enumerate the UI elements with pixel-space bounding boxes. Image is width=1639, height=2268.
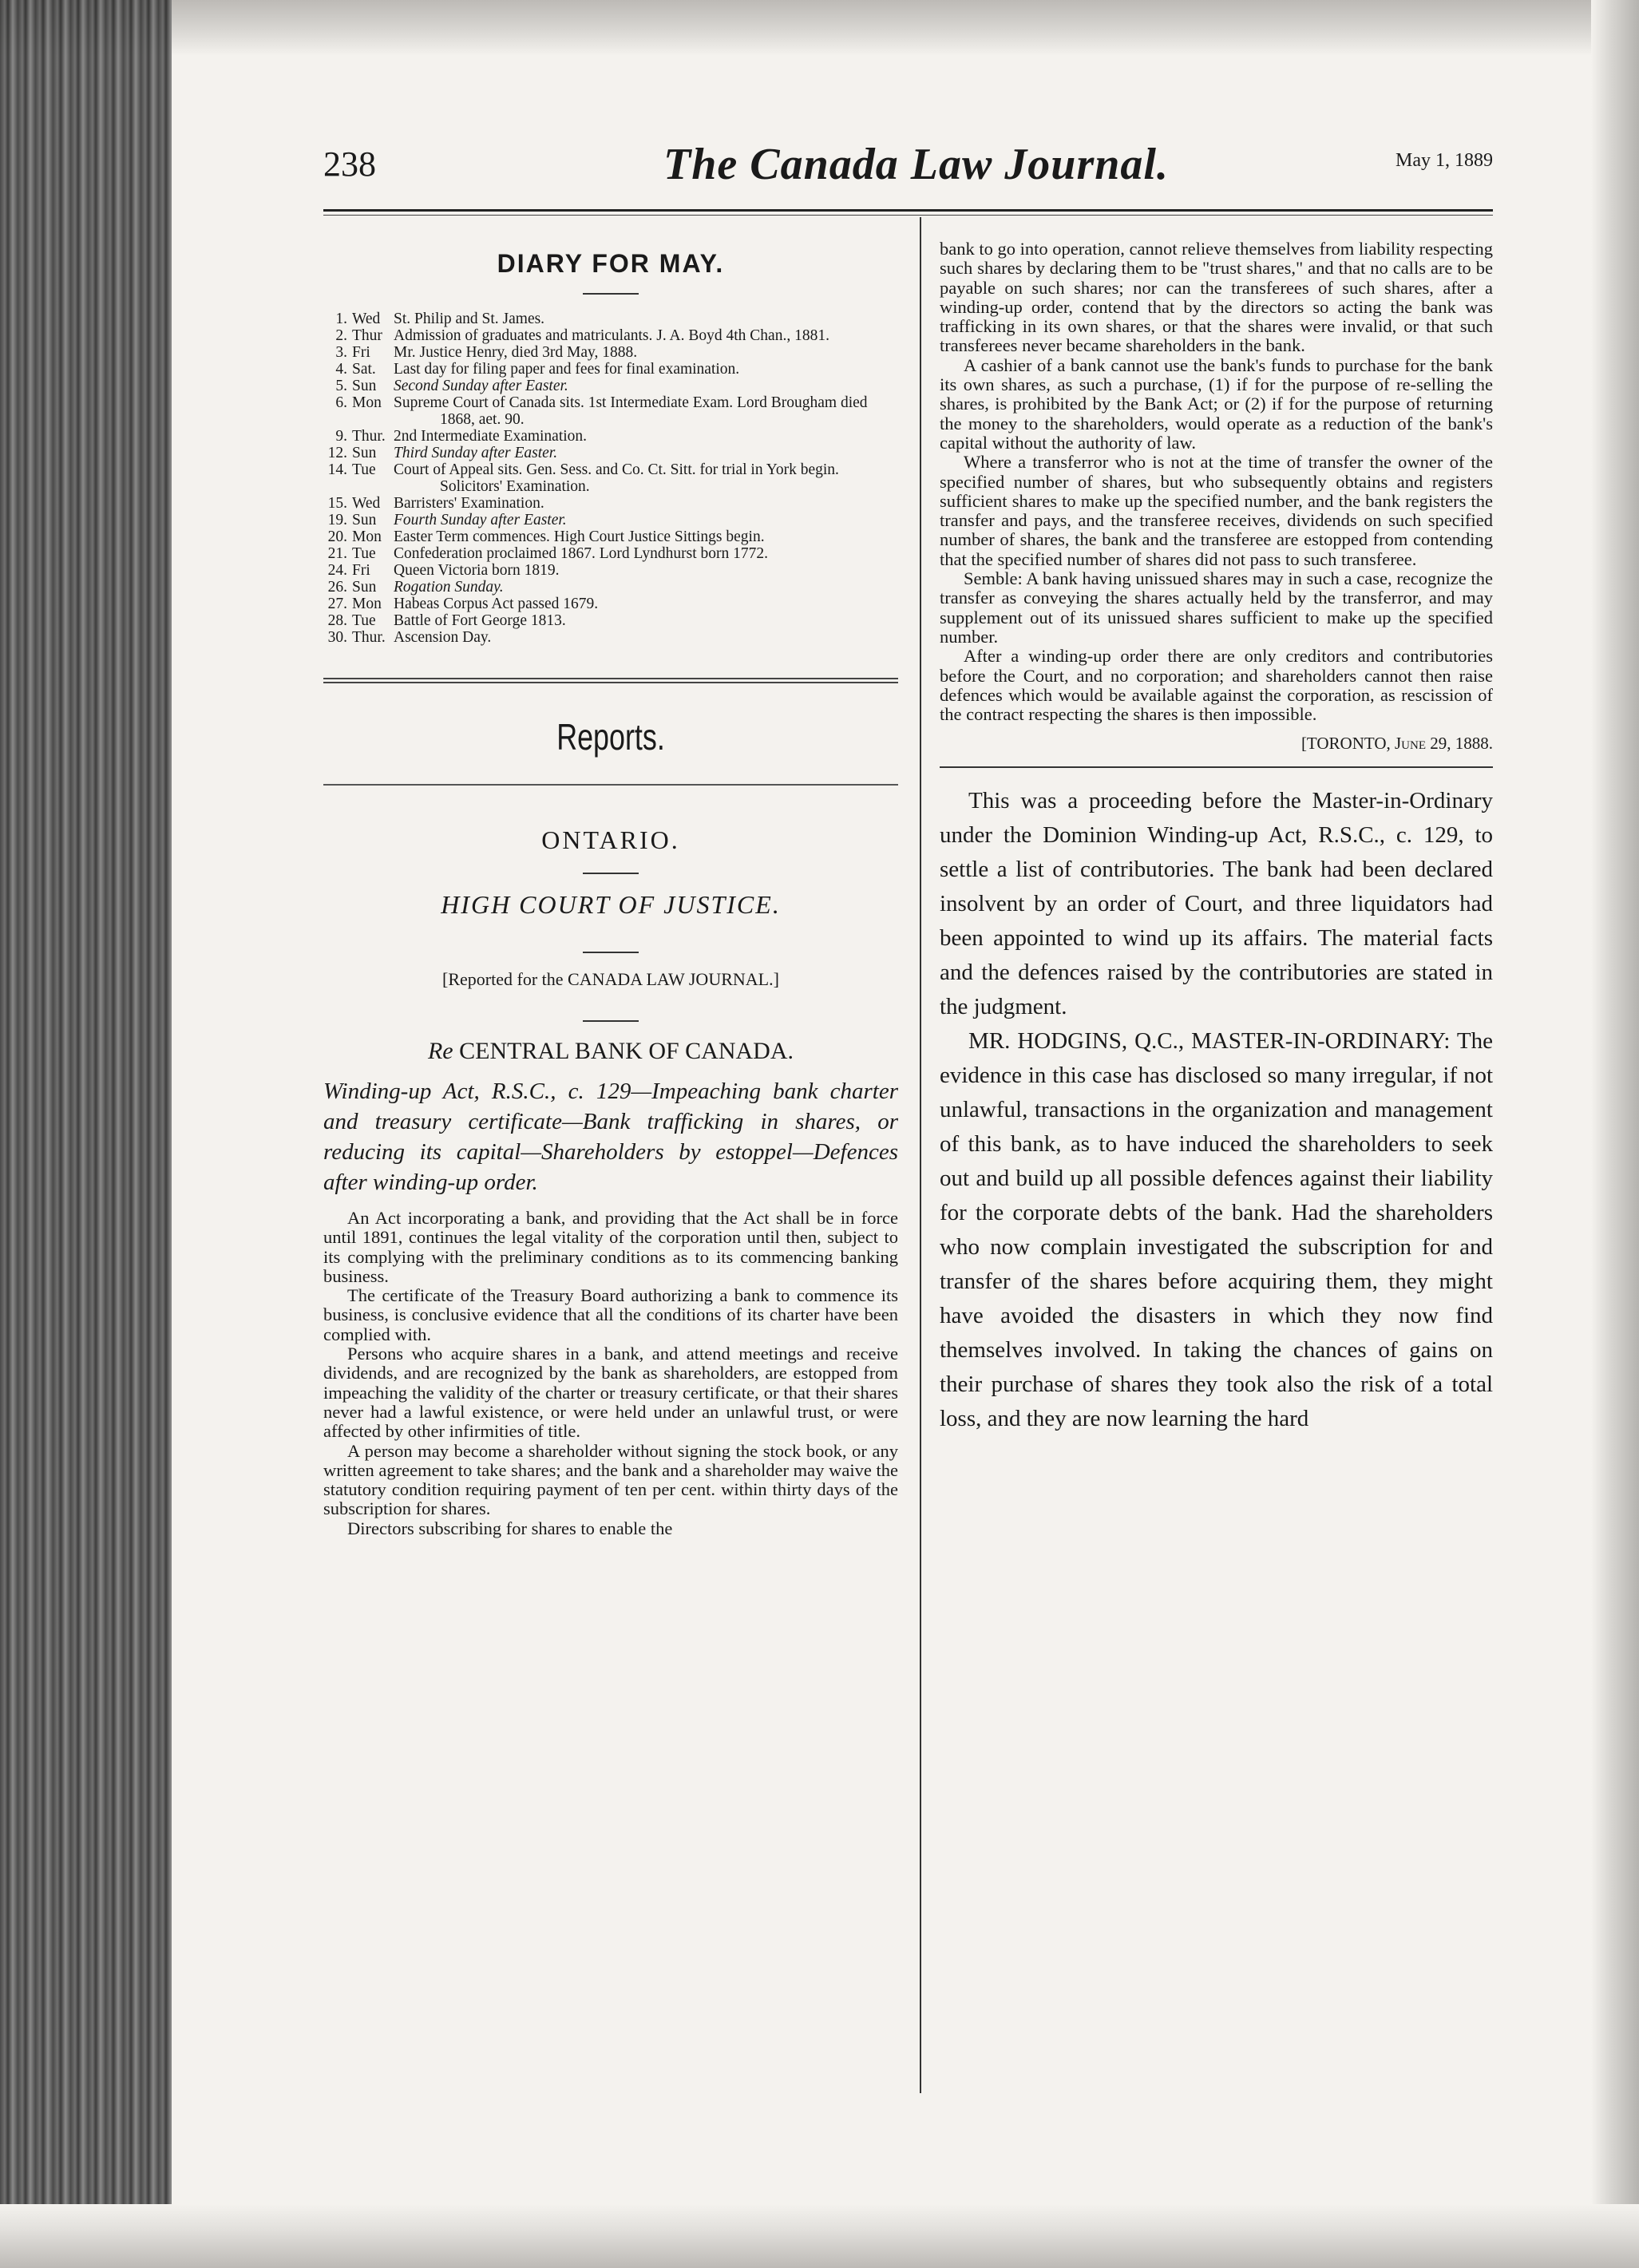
diary-weekday: Mon <box>352 528 382 545</box>
journal-page <box>180 0 1509 2268</box>
summary-paragraph: Semble: A bank having unissued shares may in such a case, recognize the transfer as conveying the shares actually held by the transferror, and may supplement out of its unissued shares sufficient to make up the specified number. <box>940 568 1493 647</box>
diary-date: 26. <box>327 579 347 596</box>
diary-list <box>323 311 898 646</box>
short-rule <box>583 952 639 953</box>
diary-entry <box>323 378 898 394</box>
court-heading: HIGH COURT OF JUSTICE. <box>441 890 781 919</box>
diary-entry <box>323 612 898 629</box>
diary-weekday: Sun <box>352 445 377 461</box>
reported-for-line: [Reported for the CANADA LAW JOURNAL.] <box>442 969 779 989</box>
diary-entry <box>323 327 898 344</box>
diary-entry <box>323 394 898 428</box>
scan-binding-edge <box>0 0 172 2268</box>
diary-date: 20. <box>327 528 347 545</box>
diary-event: Ascension Day. <box>394 629 492 646</box>
case-name: CENTRAL BANK OF CANADA. <box>459 1038 794 1064</box>
diary-weekday: Tue <box>352 612 376 629</box>
headnote-summary <box>323 1209 898 1538</box>
diary-event: Easter Term commences. High Court Justice Sittings begin. <box>394 528 765 545</box>
diary-event: Rogation Sunday. <box>394 579 504 596</box>
diary-date: 9. <box>335 428 347 445</box>
summary-paragraph: bank to go into operation, cannot relieve themselves from liability respecting such shares by declaring them to be "trust shares," and that no calls are to be payable on such shares; nor can the transferees of such shares, after a winding-up order, contend that by the directors so acting the bank was trafficking in its own shares, or that the shares were invalid, or that such transferees never became shareholders in the bank. <box>940 239 1493 356</box>
diary-date: 30. <box>327 629 347 646</box>
diary-weekday: Sat. <box>352 361 376 378</box>
diary-weekday: Tue <box>352 461 376 478</box>
diary-date: 1. <box>335 311 347 327</box>
diary-weekday: Sun <box>352 378 377 394</box>
summary-paragraph: The certificate of the Treasury Board authorizing a bank to commence its business, is conclusive evidence that all the conditions of its charter have been complied with. <box>323 1285 898 1344</box>
diary-event: Court of Appeal sits. Gen. Sess. and Co. Ct. Sitt. for trial in York begin. Solicitors' Examination. <box>394 461 839 495</box>
diary-event: 2nd Intermediate Examination. <box>394 428 588 445</box>
diary-event: Supreme Court of Canada sits. 1st Intermediate Exam. Lord Brougham died 1868, aet. 90. <box>394 394 868 428</box>
judgment-body <box>940 784 1493 1436</box>
diary-weekday: Mon <box>352 596 382 612</box>
diary-entry <box>323 545 898 562</box>
column-divider <box>920 217 921 2093</box>
diary-date: 28. <box>327 612 347 629</box>
journal-title: The Canada Law Journal. <box>663 140 1169 189</box>
summary-paragraph: An Act incorporating a bank, and providing that the Act shall be in force until 1891, continues the legal vitality of the corporation until then, subject to its complying with the preliminary conditions as to its commencing banking business. <box>323 1208 898 1286</box>
diary-date: 12. <box>327 445 347 461</box>
diary-event: Confederation proclaimed 1867. Lord Lyndhurst born 1772. <box>394 545 768 562</box>
diary-entry <box>323 579 898 596</box>
diary-date: 15. <box>327 495 347 512</box>
summary-paragraph: Directors subscribing for shares to enable the <box>347 1518 673 1538</box>
diary-date: 24. <box>327 562 347 579</box>
issue-date: May 1, 1889 <box>1396 150 1493 171</box>
reports-heading: Reports. <box>556 716 665 758</box>
diary-event: Habeas Corpus Act passed 1679. <box>394 596 599 612</box>
diary-event: Mr. Justice Henry, died 3rd May, 1888. <box>394 344 638 361</box>
diary-date: 3. <box>335 344 347 361</box>
diary-entry <box>323 461 898 495</box>
diary-entry <box>323 596 898 612</box>
diary-title: DIARY FOR MAY. <box>497 249 725 278</box>
diary-weekday: Sun <box>352 512 377 528</box>
diary-entry <box>323 311 898 327</box>
diary-weekday: Fri <box>352 562 370 579</box>
diary-date: 6. <box>335 394 347 411</box>
diary-event: Third Sunday after Easter. <box>394 445 558 461</box>
diary-entry <box>323 361 898 378</box>
diary-entry <box>323 344 898 361</box>
running-head <box>323 140 1509 192</box>
summary-paragraph: After a winding-up order there are only creditors and contributories before the Court, and no corporation; and shareholders cannot then raise defences which would be available against the corporation, as rescission of the contract respecting the shares is then impossible. <box>940 646 1493 725</box>
diary-weekday: Tue <box>352 545 376 562</box>
diary-weekday: Fri <box>352 344 370 361</box>
diary-date: 5. <box>335 378 347 394</box>
diary-weekday: Mon <box>352 394 382 411</box>
diary-entry <box>323 445 898 461</box>
diary-event: St. Philip and St. James. <box>394 311 545 327</box>
short-rule <box>583 873 639 874</box>
right-column <box>940 239 1493 1436</box>
diary-event: Queen Victoria born 1819. <box>394 562 560 579</box>
header-rule <box>323 209 1493 216</box>
diary-event: Fourth Sunday after Easter. <box>394 512 567 528</box>
summary-paragraph: Where a transferror who is not at the time of transfer the owner of the specified number of shares, but who subsequently obtains and registers sufficient shares to make up the specified number, and the bank registers the transfer and pays, and the transferee receives, dividends on such specified number of shares, the bank and the transferee are estopped from contending that the specified number of shares did not pass to such transferee. <box>940 452 1493 569</box>
diary-entry <box>323 629 898 646</box>
diary-event: Battle of Fort George 1813. <box>394 612 566 629</box>
diary-date: 27. <box>327 596 347 612</box>
case-headnote: Winding-up Act, R.S.C., c. 129—Impeaching bank charter and treasury certificate—Bank trafficking in shares, or reducing its capital—Shareholders by estoppel—Defences after winding-up order. <box>323 1079 898 1195</box>
body-rule <box>940 766 1493 768</box>
diary-weekday: Thur. <box>352 629 386 646</box>
diary-event: Second Sunday after Easter. <box>394 378 568 394</box>
page-number: 238 <box>323 144 376 184</box>
diary-event: Last day for filing paper and fees for final examination. <box>394 361 740 378</box>
diary-date: 19. <box>327 512 347 528</box>
diary-date: 14. <box>327 461 347 478</box>
body-paragraph: MR. HODGINS, Q.C., MASTER-IN-ORDINARY: The evidence in this case has disclosed so many irregular, if not unlawful, transactions in the organization and management of this bank, as to have induced the shareholders to seek out and build up all possible defences against their liability for the corporate debts of the bank. Had the shareholders who now complain investigated the subscription for and transfer of the shares before acquiring them, they might have avoided the disasters in which they now find themselves involved. In taking the chances of gains on their purchase of shares they took also the risk of a total loss, and they are now learning the hard <box>940 1028 1493 1432</box>
diary-date: 2. <box>335 327 347 344</box>
section-separator <box>323 678 898 683</box>
diary-weekday: Sun <box>352 579 377 596</box>
scan-shadow-right <box>1591 0 1639 2268</box>
diary-entry <box>323 495 898 512</box>
diary-weekday: Wed <box>352 495 381 512</box>
diary-event: Barristers' Examination. <box>394 495 544 512</box>
diary-entry <box>323 512 898 528</box>
summary-paragraph: A person may become a shareholder without signing the stock book, or any written agreement to take shares; and the bank and a shareholder may waive the statutory condition requiring payment of ten per cent. within thirty days of the subscription for shares. <box>323 1440 898 1519</box>
short-rule <box>583 293 639 295</box>
left-column <box>323 239 898 1538</box>
diary-entry <box>323 428 898 445</box>
diary-entry <box>323 528 898 545</box>
province-heading: ONTARIO. <box>541 825 680 854</box>
diary-weekday: Thur. <box>352 428 386 445</box>
diary-weekday: Thur <box>352 327 382 344</box>
body-paragraph: This was a proceeding before the Master-in-Ordinary under the Dominion Winding-up Act, R.S.C., c. 129, to settle a list of contributories. The bank had been declared insolvent by an order of Court, and three liquidators had been appointed to wind up its affairs. The material facts and the defences raised by the contributories are stated in the judgment. <box>940 788 1493 1020</box>
reports-rule <box>323 784 898 786</box>
short-rule <box>583 1020 639 1022</box>
case-title <box>323 1038 898 1065</box>
diary-event: Admission of graduates and matriculants. J. A. Boyd 4th Chan., 1881. <box>394 327 829 344</box>
summary-paragraph: A cashier of a bank cannot use the bank's funds to purchase for the bank its own shares, as such a purchase, (1) if for the purpose of re-selling the shares, is prohibited by the Bank Act; or (2) if for the purpose of returning the money to the shareholders, would operate as a reduction of the bank's capital without the authority of law. <box>940 354 1493 453</box>
diary-entry <box>323 562 898 579</box>
decision-date: [TORONTO, June 29, 1888. <box>1301 734 1493 754</box>
diary-date: 4. <box>335 361 347 378</box>
diary-date: 21. <box>327 545 347 562</box>
case-prefix: Re <box>427 1038 453 1064</box>
headnote-summary-continued <box>940 239 1493 724</box>
summary-paragraph: Persons who acquire shares in a bank, and attend meetings and receive dividends, and are recognized by the bank as shareholders, are estopped from impeaching the validity of the charter or treasury certificate, or that their shares never had a lawful existence, or were held under an unlawful trust, or were affected by other infirmities of title. <box>323 1344 898 1442</box>
diary-weekday: Wed <box>352 311 381 327</box>
